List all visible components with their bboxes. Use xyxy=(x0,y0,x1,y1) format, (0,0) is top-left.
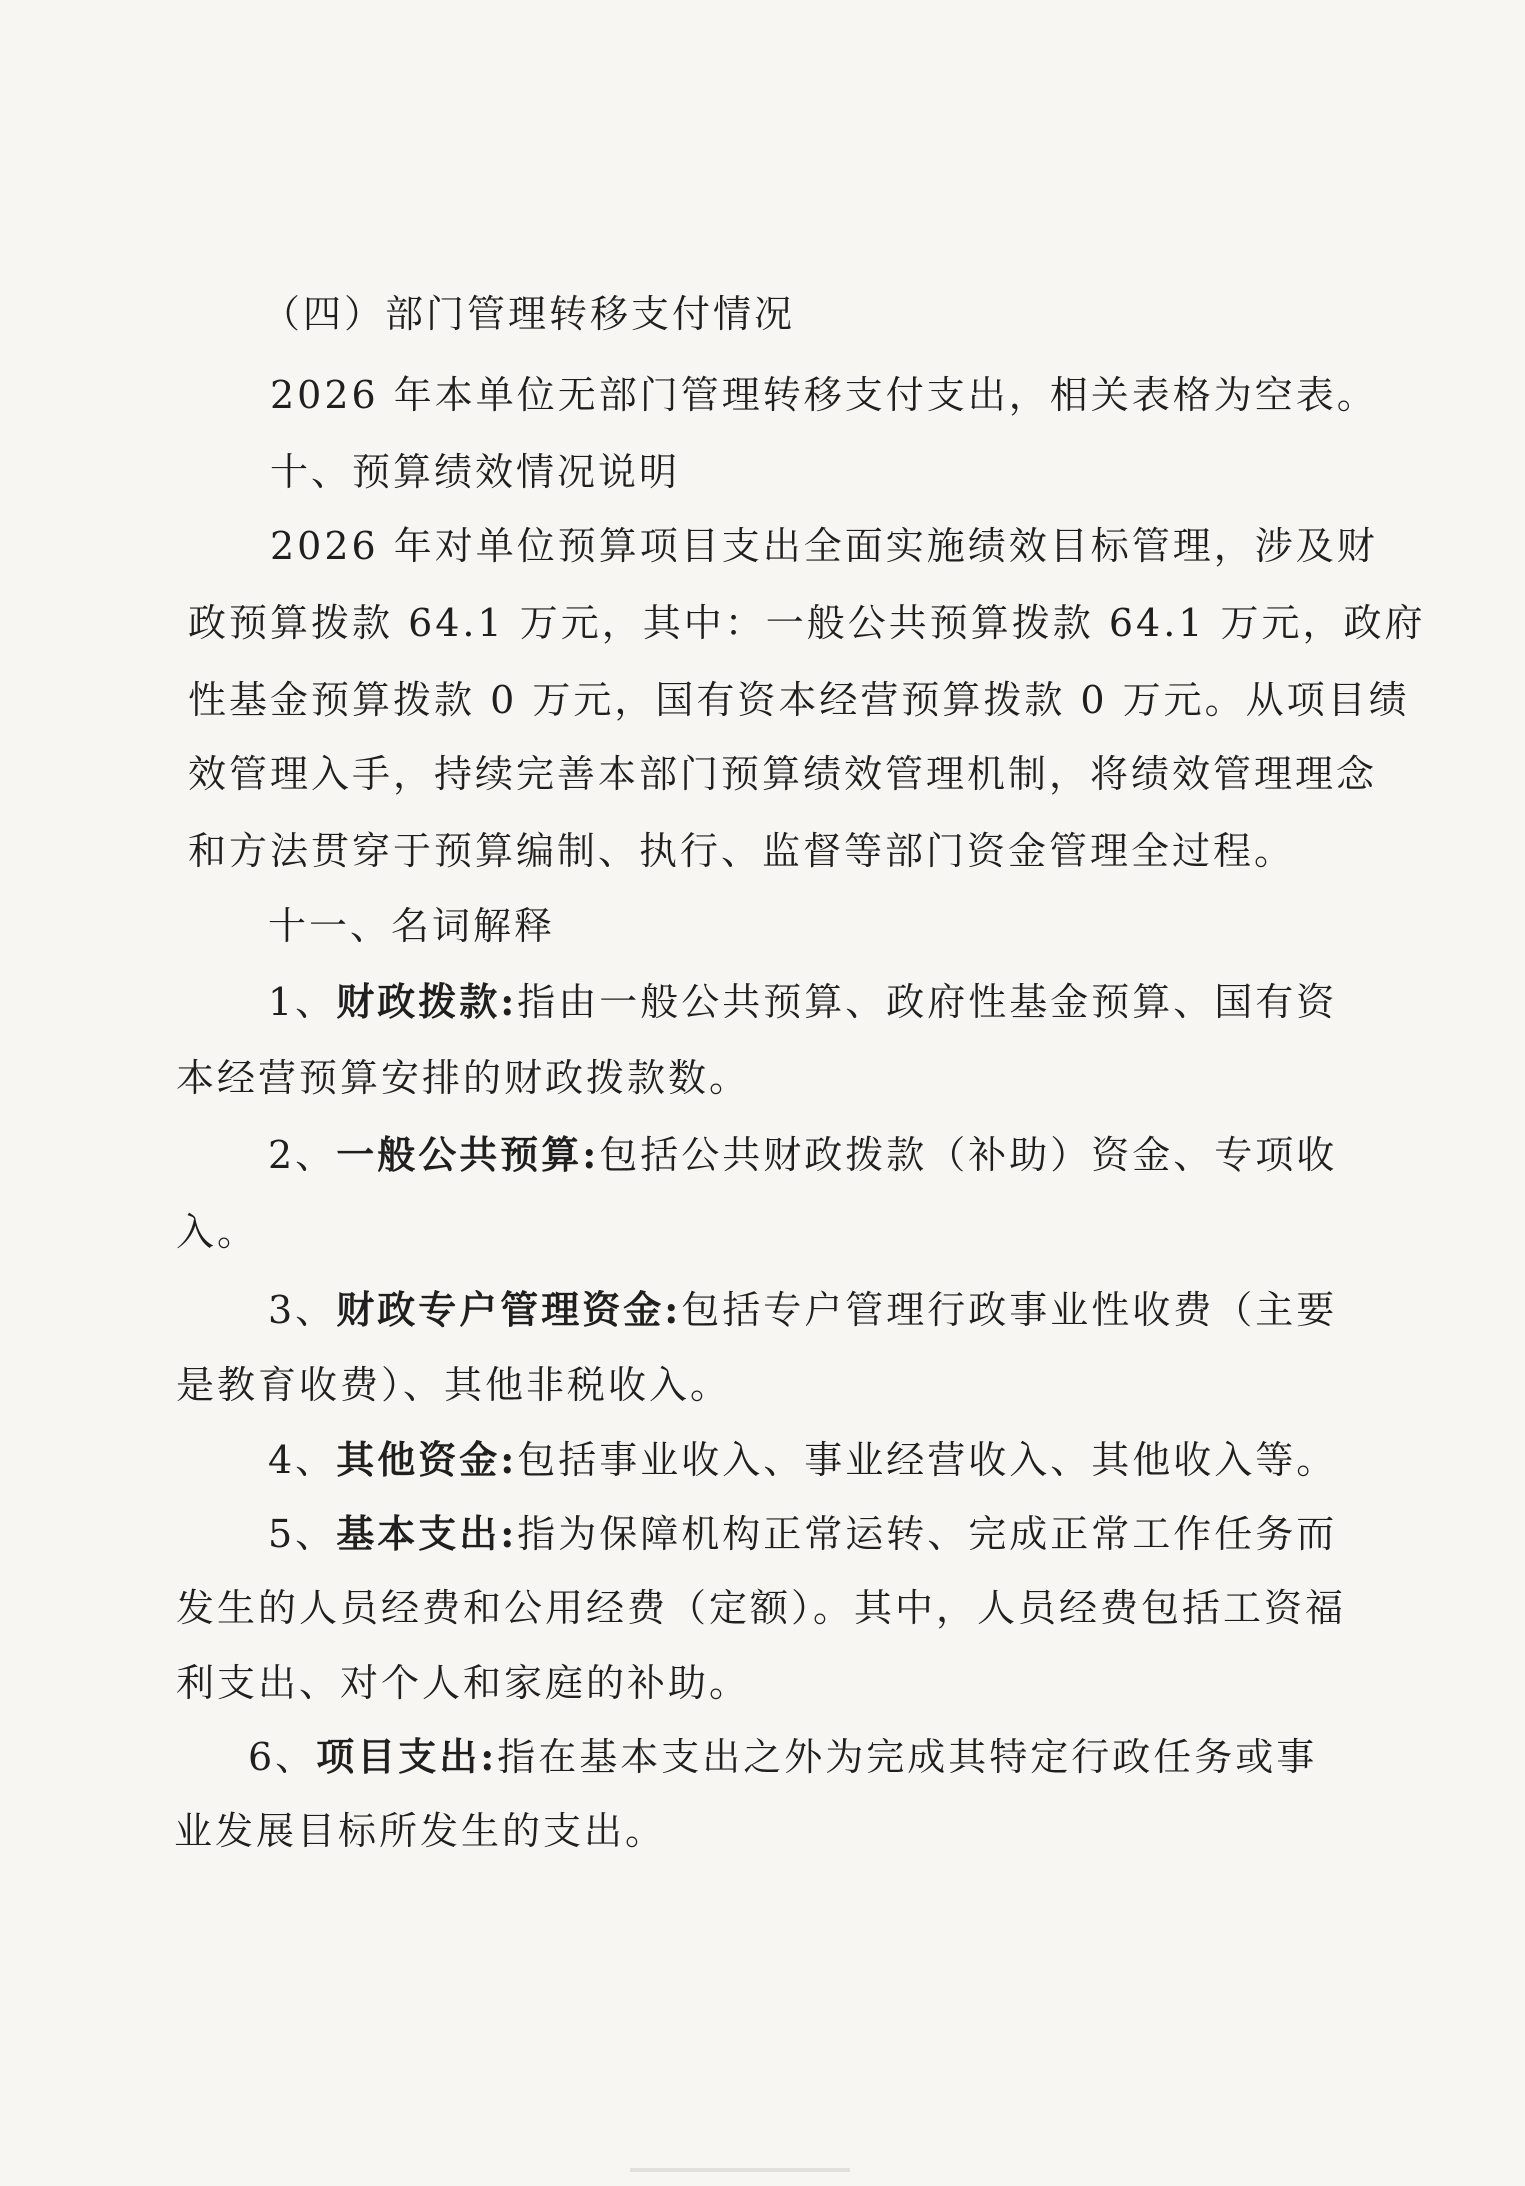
term-item-1-first-line xyxy=(268,979,1338,1024)
term-title: 财政专户管理资金: xyxy=(336,1287,682,1332)
term-item-5-second-line: 发生的人员经费和公用经费（定额）。其中，人员经费包括工资福 xyxy=(176,1586,1347,1630)
term-number: 4、 xyxy=(268,1438,337,1482)
term-number: 6、 xyxy=(248,1735,317,1779)
section-eleven-heading: 十一、名词解释 xyxy=(268,904,556,948)
term-item-6-second-line: 业发展目标所发生的支出。 xyxy=(174,1809,667,1853)
term-item-5-first-line xyxy=(268,1511,1338,1556)
term-title: 财政拨款: xyxy=(336,979,518,1024)
section-ten-line-3: 性基金预算拨款 0 万元，国有资本经营预算拨款 0 万元。从项目绩 xyxy=(188,678,1410,722)
term-title: 项目支出: xyxy=(316,1734,498,1779)
section-ten-line-4: 效管理入手，持续完善本部门预算绩效管理机制，将绩效管理理念 xyxy=(188,752,1378,796)
term-description: 包括专户管理行政事业性收费（主要 xyxy=(681,1288,1338,1332)
section-ten-line-5: 和方法贯穿于预算编制、执行、监督等部门资金管理全过程。 xyxy=(188,829,1296,873)
term-description: 包括事业收入、事业经营收入、其他收入等。 xyxy=(517,1438,1338,1482)
bottom-edge-mark xyxy=(630,2168,850,2172)
term-description: 包括公共财政拨款（补助）资金、专项收 xyxy=(599,1133,1338,1177)
term-item-4-line xyxy=(268,1437,1338,1482)
term-item-5-third-line: 利支出、对个人和家庭的补助。 xyxy=(176,1661,751,1705)
term-title: 一般公共预算: xyxy=(336,1132,600,1177)
term-item-6-first-line xyxy=(248,1734,1318,1779)
term-item-2-second-line: 入。 xyxy=(176,1210,259,1254)
term-description: 指在基本支出之外为完成其特定行政任务或事 xyxy=(497,1735,1318,1779)
term-description: 指由一般公共预算、政府性基金预算、国有资 xyxy=(517,980,1338,1024)
section-ten-heading: 十、预算绩效情况说明 xyxy=(270,450,681,494)
term-item-1-second-line: 本经营预算安排的财政拨款数。 xyxy=(176,1056,751,1100)
term-number: 3、 xyxy=(268,1288,337,1332)
term-item-3-first-line xyxy=(268,1287,1338,1332)
term-description: 指为保障机构正常运转、完成正常工作任务而 xyxy=(517,1512,1338,1556)
section-four-text: 2026 年本单位无部门管理转移支付支出，相关表格为空表。 xyxy=(270,373,1378,417)
term-number: 5、 xyxy=(268,1512,337,1556)
term-item-2-first-line xyxy=(268,1132,1338,1177)
term-number: 1、 xyxy=(268,980,337,1024)
section-ten-line-2: 政预算拨款 64.1 万元，其中：一般公共预算拨款 64.1 万元，政府 xyxy=(188,601,1426,645)
term-number: 2、 xyxy=(268,1133,337,1177)
term-item-3-second-line: 是教育收费）、其他非税收入。 xyxy=(176,1363,732,1407)
section-ten-line-1: 2026 年对单位预算项目支出全面实施绩效目标管理，涉及财 xyxy=(270,524,1378,568)
term-title: 基本支出: xyxy=(336,1511,518,1556)
term-title: 其他资金: xyxy=(336,1437,518,1482)
section-four-heading: （四）部门管理转移支付情况 xyxy=(262,292,796,336)
